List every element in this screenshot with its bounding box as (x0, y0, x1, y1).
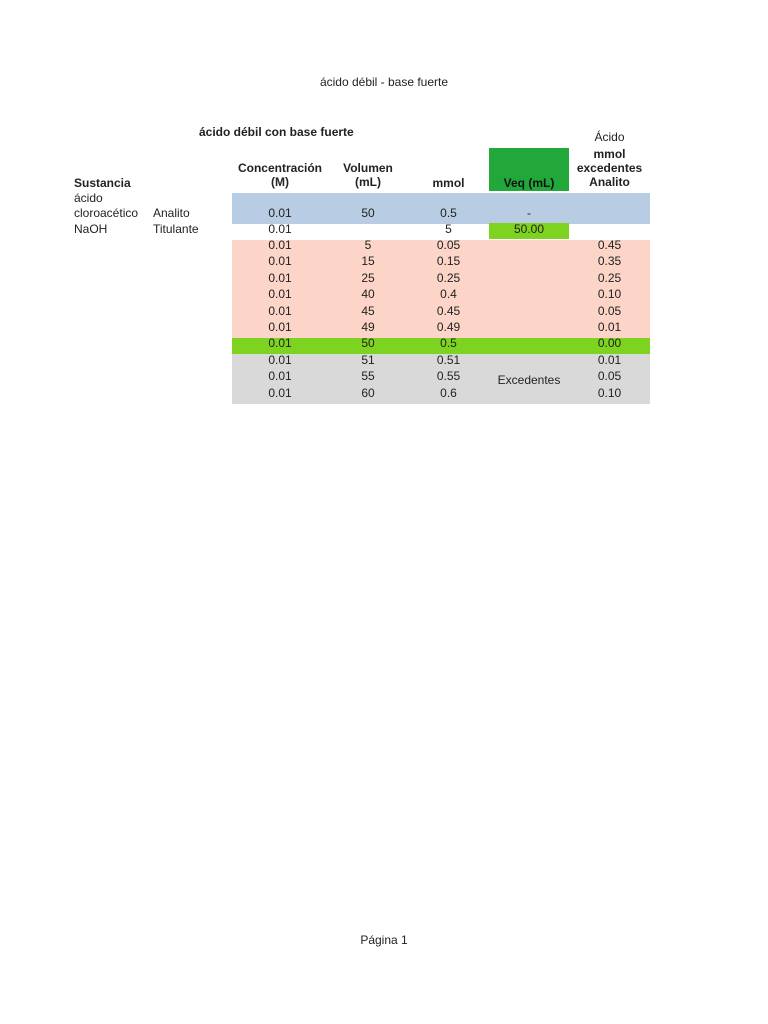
row-mmol: 0.45 (436, 304, 461, 318)
analyte-volume: 50 (361, 206, 375, 220)
row-volume: 5 (364, 238, 372, 252)
row-excess-mmol: 0.10 (597, 386, 622, 400)
row-concentration: 0.01 (268, 287, 292, 301)
analyte-name: ácido cloroacético (74, 191, 139, 220)
row-volume: 50 (361, 336, 375, 350)
analyte-veq: - (527, 206, 531, 220)
header-veq: Veq (mL) (503, 176, 555, 190)
row-mmol: 0.55 (436, 369, 461, 383)
row-excess-mmol: 0.45 (597, 238, 622, 252)
analyte-concentration: 0.01 (268, 206, 292, 220)
row-excess-mmol: 0.10 (597, 287, 622, 301)
row-mmol: 0.49 (436, 320, 461, 334)
row-excess-mmol: 0.35 (597, 254, 622, 268)
header-mmol-excedentes: mmol excedentes Analito (576, 147, 643, 189)
row-volume: 25 (361, 271, 375, 285)
page-footer: Página 1 (360, 933, 408, 947)
header-sustancia: Sustancia (74, 176, 131, 190)
row-volume: 51 (361, 353, 375, 367)
header-mmol: mmol (432, 176, 465, 190)
row-excess-mmol: 0.05 (597, 304, 622, 318)
row-excess-mmol: 0.25 (597, 271, 622, 285)
header-acido: Ácido (594, 130, 625, 144)
row-excess-mmol: 0.00 (597, 336, 622, 350)
titrant-veq: 50.00 (513, 222, 545, 236)
row-mmol: 0.51 (436, 353, 461, 367)
analyte-role: Analito (153, 206, 190, 220)
row-mmol: 0.6 (440, 386, 457, 400)
row-volume: 15 (361, 254, 375, 268)
row-concentration: 0.01 (268, 304, 292, 318)
row-excess-mmol: 0.01 (597, 353, 622, 367)
titrant-mmol: 5 (445, 222, 452, 236)
excess-label: Excedentes (497, 373, 561, 387)
row-excess-mmol: 0.05 (597, 369, 622, 383)
row-volume: 40 (361, 287, 375, 301)
row-excess-mmol: 0.01 (597, 320, 622, 334)
row-concentration: 0.01 (268, 386, 292, 400)
row-volume: 45 (361, 304, 375, 318)
row-concentration: 0.01 (268, 238, 292, 252)
row-volume: 49 (361, 320, 375, 334)
page-header: ácido débil - base fuerte (319, 75, 449, 89)
row-concentration: 0.01 (268, 353, 292, 367)
titrant-concentration: 0.01 (268, 222, 292, 236)
row-concentration: 0.01 (268, 271, 292, 285)
header-concentracion: Concentración (M) (237, 161, 322, 189)
row-mmol: 0.25 (436, 271, 461, 285)
sheet-title: ácido débil con base fuerte (199, 125, 354, 139)
row-volume: 55 (361, 369, 375, 383)
row-volume: 60 (361, 386, 375, 400)
row-concentration: 0.01 (268, 369, 292, 383)
row-mmol: 0.05 (436, 238, 461, 252)
header-volumen: Volumen (mL) (343, 161, 393, 189)
row-concentration: 0.01 (268, 320, 292, 334)
row-mmol: 0.5 (440, 336, 457, 350)
titrant-name: NaOH (74, 222, 108, 236)
row-mmol: 0.4 (440, 287, 457, 301)
row-concentration: 0.01 (268, 336, 292, 350)
row-mmol: 0.15 (436, 254, 461, 268)
titrant-role: Titulante (153, 222, 199, 236)
row-concentration: 0.01 (268, 254, 292, 268)
analyte-mmol: 0.5 (440, 206, 457, 220)
